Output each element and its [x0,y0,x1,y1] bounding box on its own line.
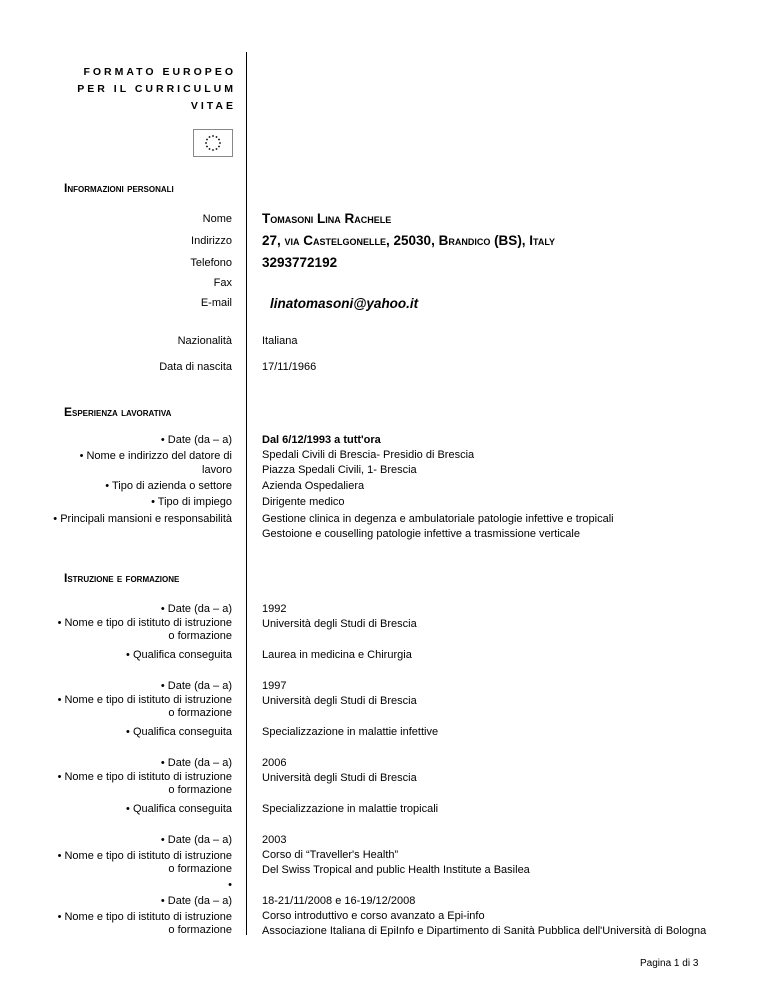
value-email[interactable]: linatomasoni@yahoo.it [270,296,419,311]
value-work-datore-1: Spedali Civili di Brescia- Presidio di Brescia [262,449,475,461]
header-line-3: VITAE [190,100,236,112]
label-telefono: Telefono [190,257,232,269]
value-indirizzo: 27, via Castelgonelle, 25030, Brandico (BS), Italy [262,233,556,248]
page-number: Pagina 1 di 3 [640,958,699,969]
value-edu4-istituto-2: Del Swiss Tropical and public Health Institute a Basilea [262,864,530,876]
value-edu1-qualifica: Laurea in medicina e Chirurgia [262,649,412,661]
label-edu3-date: • Date (da – a) [160,757,232,769]
value-edu2-istituto: Università degli Studi di Brescia [262,695,417,707]
label-work-mansioni: • Principali mansioni e responsabilità [53,513,232,525]
label-work-datore-1: • Nome e indirizzo del datore di [79,450,232,462]
value-edu3-qualifica: Specializzazione in malattie tropicali [262,803,439,815]
label-nascita: Data di nascita [159,361,232,373]
label-edu4-nome-1: • Nome e tipo di istituto di istruzione [57,850,232,862]
label-edu4-date: • Date (da – a) [160,834,232,846]
header-line-2: PER IL CURRICULUM [77,83,236,95]
label-work-datore-2: lavoro [202,464,232,476]
value-edu1-date: 1992 [262,603,287,615]
label-nazionalita: Nazionalità [177,335,232,347]
column-divider [246,52,247,935]
label-edu2-nome-1: • Nome e tipo di istituto di istruzione [57,694,232,706]
label-edu3-qualifica: • Qualifica conseguita [126,803,232,815]
section-title-education: Istruzione e formazione [64,571,180,585]
label-nome: Nome [202,213,232,225]
label-edu5-nome-1: • Nome e tipo di istituto di istruzione [57,911,232,923]
label-fax: Fax [213,277,232,289]
header-line-1: FORMATO EUROPEO [83,66,236,78]
value-work-datore-2: Piazza Spedali Civili, 1- Brescia [262,464,417,476]
label-work-impiego: • Tipo di impiego [151,496,232,508]
label-email: E-mail [200,297,232,309]
label-edu1-qualifica: • Qualifica conseguita [126,649,232,661]
label-edu4-bullet: • [228,879,232,891]
label-edu2-qualifica: • Qualifica conseguita [126,726,232,738]
value-edu3-istituto: Università degli Studi di Brescia [262,772,417,784]
label-work-date: • Date (da – a) [160,434,232,446]
value-nome: Tomasoni Lina Rachele [262,211,392,226]
label-edu3-nome-2: o formazione [168,784,232,796]
label-edu1-date: • Date (da – a) [160,603,232,615]
value-work-impiego: Dirigente medico [262,496,345,508]
value-work-mansioni-1: Gestione clinica in degenza e ambulatoriale patologie infettive e tropicali [262,513,614,525]
value-edu2-date: 1997 [262,680,287,692]
label-edu1-nome-1: • Nome e tipo di istituto di istruzione [57,617,232,629]
label-edu2-nome-2: o formazione [168,707,232,719]
eu-flag-icon [193,129,233,157]
value-work-mansioni-2: Gestoione e couselling patologie infettive a trasmissione verticale [262,528,580,540]
label-indirizzo: Indirizzo [191,235,232,247]
value-nazionalita: Italiana [262,335,298,347]
value-edu3-date: 2006 [262,757,287,769]
label-edu1-nome-2: o formazione [168,630,232,642]
value-edu5-istituto: Corso introduttivo e corso avanzato a Epi-info [262,910,485,922]
label-edu4-nome-2: o formazione [168,863,232,875]
label-edu5-date: • Date (da – a) [160,895,232,907]
section-title-work: Esperienza lavorativa [64,405,172,419]
value-work-date: Dal 6/12/1993 a tutt'ora [262,434,381,446]
label-edu3-nome-1: • Nome e tipo di istituto di istruzione [57,771,232,783]
label-edu5-nome-2: o formazione [168,924,232,936]
value-edu2-qualifica: Specializzazione in malattie infettive [262,726,439,738]
section-title-personal: Informazioni personali [64,181,174,195]
value-telefono: 3293772192 [262,255,338,270]
value-edu5-date: 18-21/11/2008 e 16-19/12/2008 [262,895,416,907]
label-edu2-date: • Date (da – a) [160,680,232,692]
value-edu1-istituto: Università degli Studi di Brescia [262,618,417,630]
value-nascita: 17/11/1966 [262,361,317,373]
label-work-tipo-azienda: • Tipo di azienda o settore [105,480,232,492]
value-edu5-istituto-2: Associazione Italiana di EpiInfo e Dipartimento di Sanità Pubblica dell'Università di Bologna [262,925,707,937]
value-work-tipo-azienda: Azienda Ospedaliera [262,480,365,492]
value-edu4-istituto: Corso di “Traveller's Health” [262,849,399,861]
value-edu4-date: 2003 [262,834,287,846]
